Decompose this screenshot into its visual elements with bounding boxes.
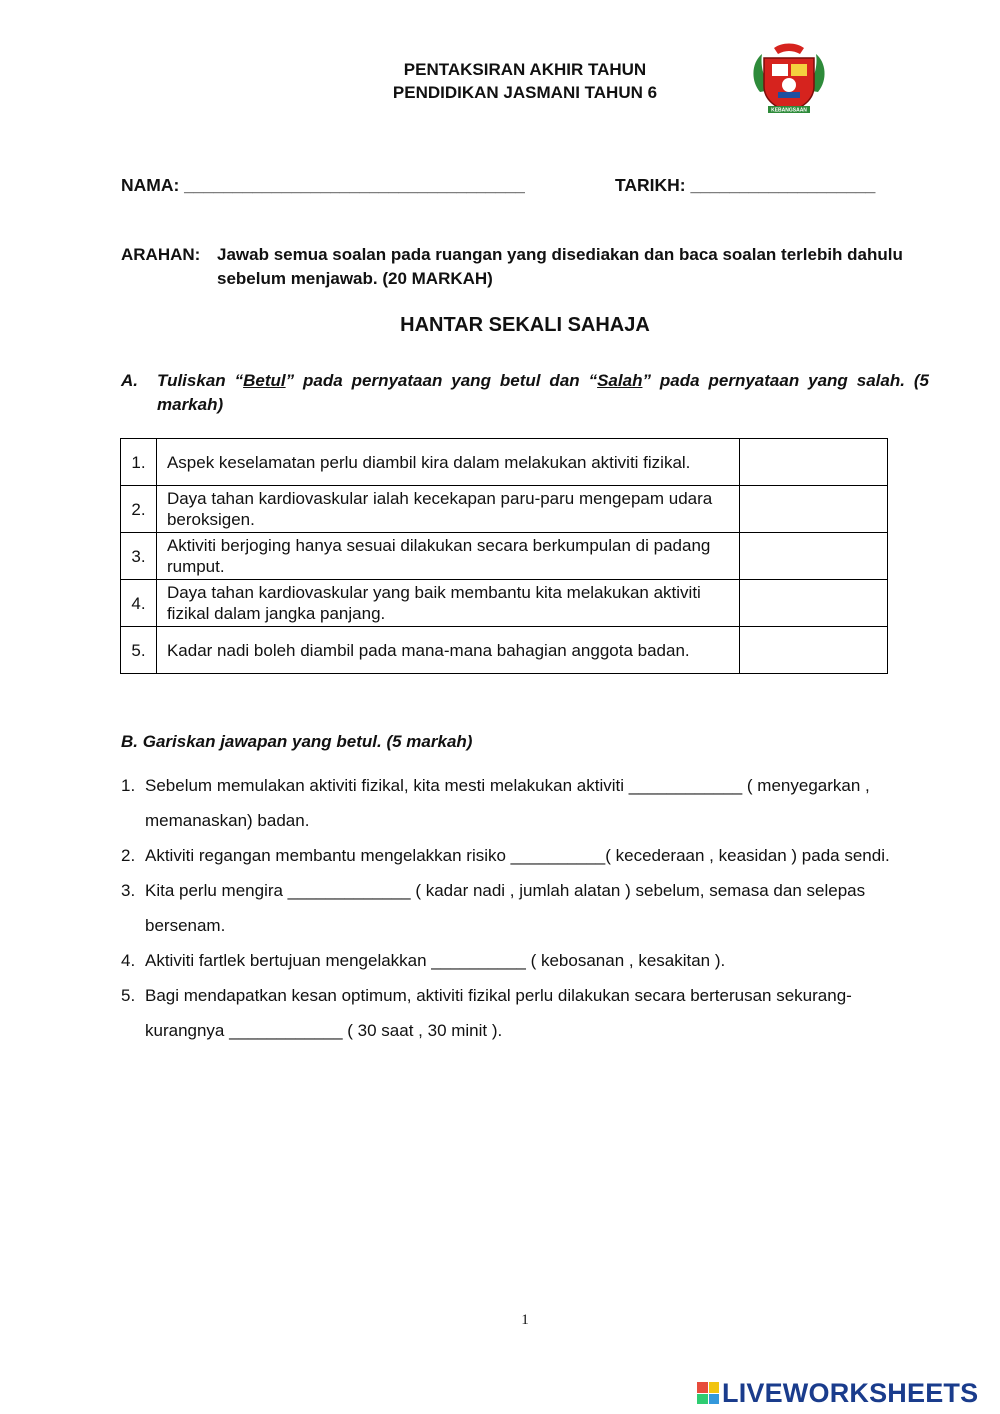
answer-cell[interactable]: [740, 486, 888, 533]
list-item: [121, 768, 931, 838]
section-a-letter: A.: [121, 371, 138, 390]
row-number: 1.: [121, 439, 157, 486]
question-number: 1.: [121, 776, 136, 795]
header-line-2: PENDIDIKAN JASMANI TAHUN 6: [392, 83, 658, 102]
section-b-questions: [121, 768, 931, 1048]
crest-motto: KEBANGSAAN: [771, 107, 807, 114]
question-text[interactable]: Aktiviti fartlek bertujuan mengelakkan __________ ( kebosanan , kesakitan ).: [145, 951, 726, 970]
question-text[interactable]: Aktiviti regangan membantu mengelakkan risiko __________( kecederaan , keasidan ) pada sendi.: [145, 846, 890, 865]
list-item: [121, 943, 931, 978]
answer-cell[interactable]: [740, 580, 888, 627]
betul-keyword: Betul: [243, 371, 286, 390]
list-item: [121, 838, 931, 873]
list-item: [121, 873, 931, 943]
liveworksheets-logo[interactable]: [697, 1377, 979, 1408]
name-field[interactable]: NAMA: ___________________________________: [121, 175, 525, 195]
row-statement: Aktiviti berjoging hanya sesuai dilakukan secara berkumpulan di padang rumput.: [156, 533, 739, 580]
answer-cell[interactable]: [740, 439, 888, 486]
true-false-table: [120, 438, 888, 674]
row-statement: Aspek keselamatan perlu diambil kira dalam melakukan aktiviti fizikal.: [156, 439, 739, 486]
date-field[interactable]: TARIKH: ___________________: [615, 175, 876, 195]
question-number: 2.: [121, 846, 136, 865]
row-statement: Daya tahan kardiovaskular yang baik membantu kita melakukan aktiviti fizikal dalam jangka panjang.: [156, 580, 739, 627]
row-number: 3.: [121, 533, 157, 580]
row-number: 5.: [121, 627, 157, 674]
question-text[interactable]: Kita perlu mengira _____________ ( kadar nadi , jumlah alatan ) sebelum, semasa dan selepas bersenam.: [145, 881, 866, 935]
table-row: [121, 439, 888, 486]
row-statement: Kadar nadi boleh diambil pada mana-mana bahagian anggota badan.: [156, 627, 739, 674]
section-a-instruction: Tuliskan “Betul” pada pernyataan yang betul dan “Salah” pada pernyataan yang salah. (5 markah): [157, 371, 929, 414]
liveworksheets-wordmark: LIVEWORKSHEETS: [722, 1377, 979, 1408]
instructions-label: ARAHAN:: [121, 245, 201, 264]
question-text[interactable]: Sebelum memulakan aktiviti fizikal, kita mesti melakukan aktiviti ____________ ( menyegarkan , memanaskan) badan.: [145, 776, 870, 830]
list-item: [121, 978, 931, 1048]
table-row: [121, 486, 888, 533]
row-number: 2.: [121, 486, 157, 533]
question-number: 4.: [121, 951, 136, 970]
salah-keyword: Salah: [597, 371, 643, 390]
table-row: [121, 533, 888, 580]
page-number: 1: [521, 1312, 529, 1328]
row-number: 4.: [121, 580, 157, 627]
document-header: [0, 58, 1000, 104]
question-number: 3.: [121, 881, 136, 900]
question-number: 5.: [121, 986, 136, 1005]
submit-notice: HANTAR SEKALI SAHAJA: [400, 314, 650, 336]
answer-cell[interactable]: [740, 627, 888, 674]
table-row: [121, 580, 888, 627]
answer-cell[interactable]: [740, 533, 888, 580]
row-statement: Daya tahan kardiovaskular ialah kecekapan paru-paru mengepam udara beroksigen.: [156, 486, 739, 533]
question-text[interactable]: Bagi mendapatkan kesan optimum, aktiviti fizikal perlu dilakukan secara berterusan sekurang-kurangnya ____________ ( 30 saat , 30 minit ).: [145, 986, 852, 1040]
liveworksheets-icon: [697, 1382, 719, 1404]
header-line-1: PENTAKSIRAN AKHIR TAHUN: [403, 60, 647, 79]
table-row: [121, 627, 888, 674]
section-b-heading: B. Gariskan jawapan yang betul. (5 markah): [121, 732, 473, 751]
instructions-text: Jawab semua soalan pada ruangan yang disediakan dan baca soalan terlebih dahulu sebelum menjawab. (20 MARKAH): [217, 245, 903, 288]
school-crest-icon: [748, 40, 830, 120]
